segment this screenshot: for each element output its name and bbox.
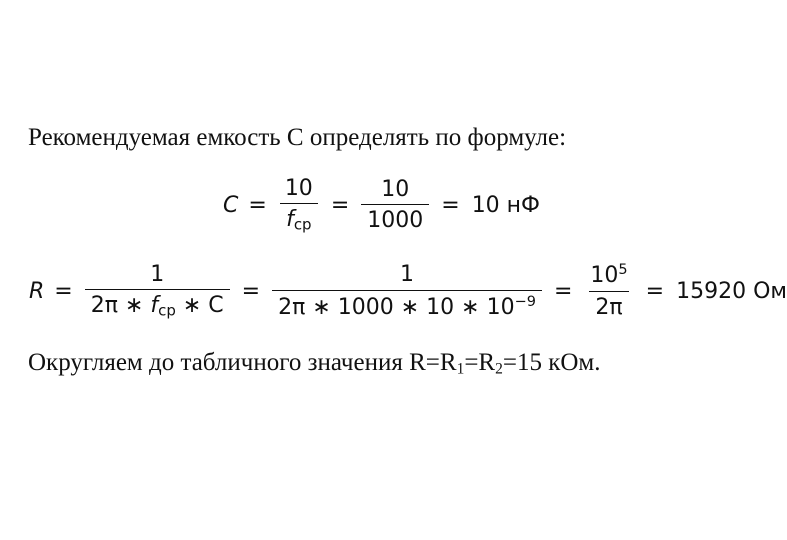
eq2-frac3-num-exp: 5: [618, 262, 628, 279]
eq2-frac1-numerator: 1: [150, 262, 165, 287]
resistance-formula: [29, 262, 787, 320]
eq2-frac2-numerator: 1: [400, 262, 415, 288]
conclusion-mid: =R: [464, 349, 496, 376]
eq2-frac1-den-post: ∗ C: [175, 293, 224, 319]
eq1-frac1-den-sub: ср: [293, 216, 312, 235]
eq2-frac2-denominator: [272, 290, 542, 320]
eq1-fraction-2: [361, 177, 429, 234]
eq2-frac3-num-base: 10: [590, 263, 619, 289]
eq1-frac2-numerator: 10: [381, 176, 410, 202]
conclusion-text: [28, 349, 600, 378]
eq1-fraction-1: [279, 176, 319, 234]
intro-text: Рекомендуемая емкость С определять по формуле:: [28, 124, 567, 151]
eq1-frac1-den-var: f: [286, 207, 294, 233]
eq2-frac3-denominator: 2π: [589, 291, 628, 320]
eq1-equals-2: =: [330, 192, 350, 218]
eq2-frac1-den-sub: ср: [158, 302, 176, 321]
eq2-frac1-den-pre: 2π ∗: [90, 293, 151, 319]
eq1-lhs: C: [223, 192, 239, 218]
eq2-frac1-denominator: [85, 289, 230, 320]
conclusion-sub2: 2: [495, 360, 503, 378]
conclusion-sub1: 1: [456, 360, 465, 378]
eq1-frac1-denominator: [280, 203, 317, 234]
eq1-frac1-numerator: 10: [284, 176, 313, 201]
eq2-equals-4: =: [645, 278, 665, 304]
eq1-equals-1: =: [248, 192, 267, 218]
capacitance-formula: [223, 176, 540, 234]
eq2-equals-3: =: [553, 278, 573, 304]
eq2-frac2-den-main: 2π ∗ 1000 ∗ 10 ∗ 10: [278, 294, 515, 320]
eq2-equals-1: =: [54, 278, 73, 304]
eq2-fraction-1: [85, 262, 230, 320]
eq2-result: 15920 Ом: [676, 278, 787, 304]
eq1-frac2-denominator: 1000: [361, 204, 429, 233]
eq1-result: 10 нФ: [471, 192, 540, 218]
eq2-frac1-den-var: f: [150, 293, 159, 319]
eq2-lhs: R: [29, 278, 45, 304]
eq2-fraction-3: [584, 262, 633, 320]
eq2-fraction-2: [272, 262, 542, 320]
conclusion-prefix: Округляем до табличного значения R=R: [28, 349, 457, 376]
eq2-frac2-den-exp: −9: [514, 293, 536, 310]
eq1-equals-3: =: [441, 192, 460, 218]
eq2-equals-2: =: [241, 278, 261, 304]
conclusion-suffix: =15 кОм.: [502, 349, 601, 376]
eq2-frac3-numerator: [584, 262, 633, 290]
